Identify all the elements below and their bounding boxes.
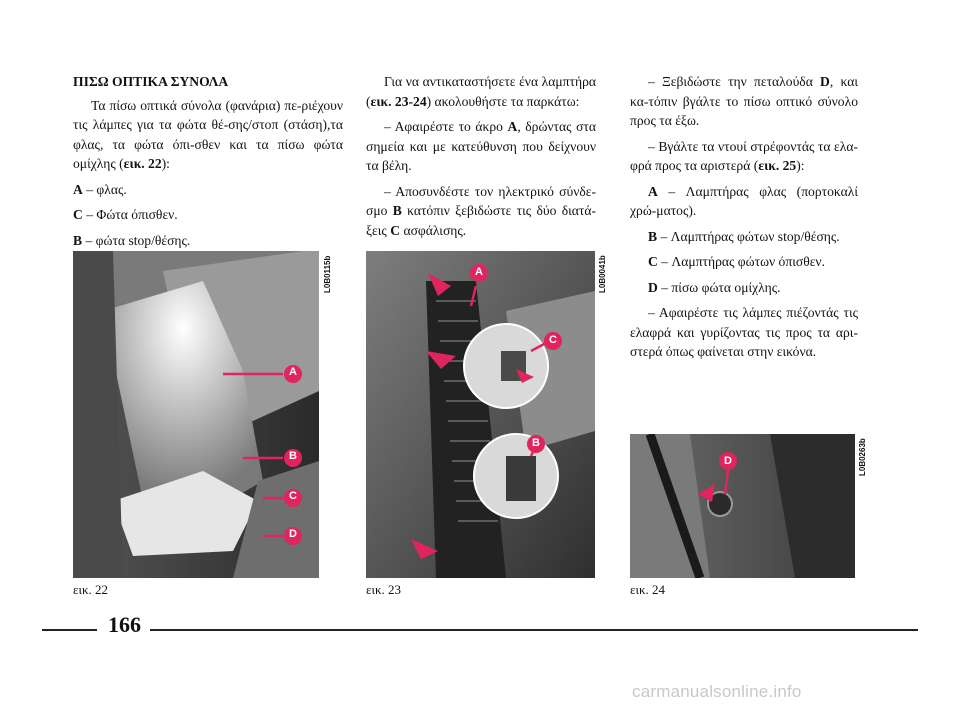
column-2 [366,72,596,246]
intro-paragraph: Τα πίσω οπτικά σύνολα (φανάρια) πε-ριέχουν τις λάμπες για τα φώτα θέ-σης/στοπ (στάση),τα φλας, τα φώτα όπι-σθεν και τα πίσω φώτα ομίχλης (εικ. 22): [73,97,343,171]
paragraph: – Αποσυνδέστε τον ηλεκτρικό σύνδε-σμο B κατόπιν ξεβιδώστε τις δύο διατά-ξεις C ασφάλισης. [366,183,596,238]
arrow-icon [411,539,438,559]
figure-code: L0B0115b [323,255,332,293]
figure-caption: εικ. 23 [366,582,402,597]
figure-23-callouts [366,251,595,578]
list-item: A – Λαμπτήρας φλας (πορτοκαλί χρώ-ματος). [630,183,858,218]
footer-rule [42,629,97,631]
list-item: C – Φώτα όπισθεν. [73,207,178,222]
column-3 [630,72,858,368]
paragraph: – Αφαιρέστε τις λάμπες πιέζοντάς τις ελαφρά και γυρίζοντας τις προς τα αρι-στερά όπως φαίνεται στην εικόνα. [630,305,858,359]
callout-d-label: D [724,455,732,467]
figure-ref: εικ. 23-24 [370,93,427,109]
list-item: D – πίσω φώτα ομίχλης. [648,279,781,295]
paragraph: Για να αντικαταστήσετε ένα λαμπτήρα (εικ. 23-24) ακολουθήστε τα παρκάτω: [366,74,596,109]
callout-c-label: C [549,334,557,346]
paragraph: – Ξεβιδώστε την πεταλούδα D, και κα-τόπιν βγάλτε το πίσω οπτικό σύνολο προς τα έξω. [630,74,858,128]
callout-b-label: B [289,450,297,462]
callout-a-label: A [289,366,297,378]
figure-22-callouts [73,251,319,578]
figure-24-callouts [630,434,855,578]
callout-c-label: C [289,490,297,502]
section-title: ΠΙΣΩ ΟΠΤΙΚΑ ΣΥΝΟΛΑ [73,74,229,89]
callout-d-label: D [289,528,297,540]
footer-rule [150,629,918,631]
list-item: B – Λαμπτήρας φώτων stop/θέσης. [648,228,840,244]
figure-ref: εικ. 25 [758,158,797,173]
callout-b-label: B [532,437,540,449]
paragraph: – Αφαιρέστε το άκρο A, δρώντας στα σημεία και με κατεύθυνση που δείχνουν τα βέλη. [366,119,596,173]
rotate-arrow-icon [698,484,715,502]
arrow-icon [428,273,451,296]
callout-a-label: A [475,266,483,278]
list-item: B – φώτα stop/θέσης. [73,232,191,248]
arrow-icon [426,351,456,369]
list-item: C – Λαμπτήρας φώτων όπισθεν. [648,254,825,269]
figure-ref: εικ. 22 [123,156,162,171]
figure-code: L0B0041b [598,255,607,293]
figure-caption: εικ. 22 [73,582,109,597]
paragraph: – Βγάλτε τα ντουί στρέφοντάς τα ελα-φρά προς τα αριστερά (εικ. 25): [630,138,858,173]
page-number: 166 [108,612,141,637]
rotate-arrow-icon [516,369,534,383]
list-item: A – φλας. [73,181,127,197]
watermark: carmanualsonline.info [632,682,802,701]
figure-code: L0B0263b [858,438,867,476]
figure-caption: εικ. 24 [630,582,666,597]
